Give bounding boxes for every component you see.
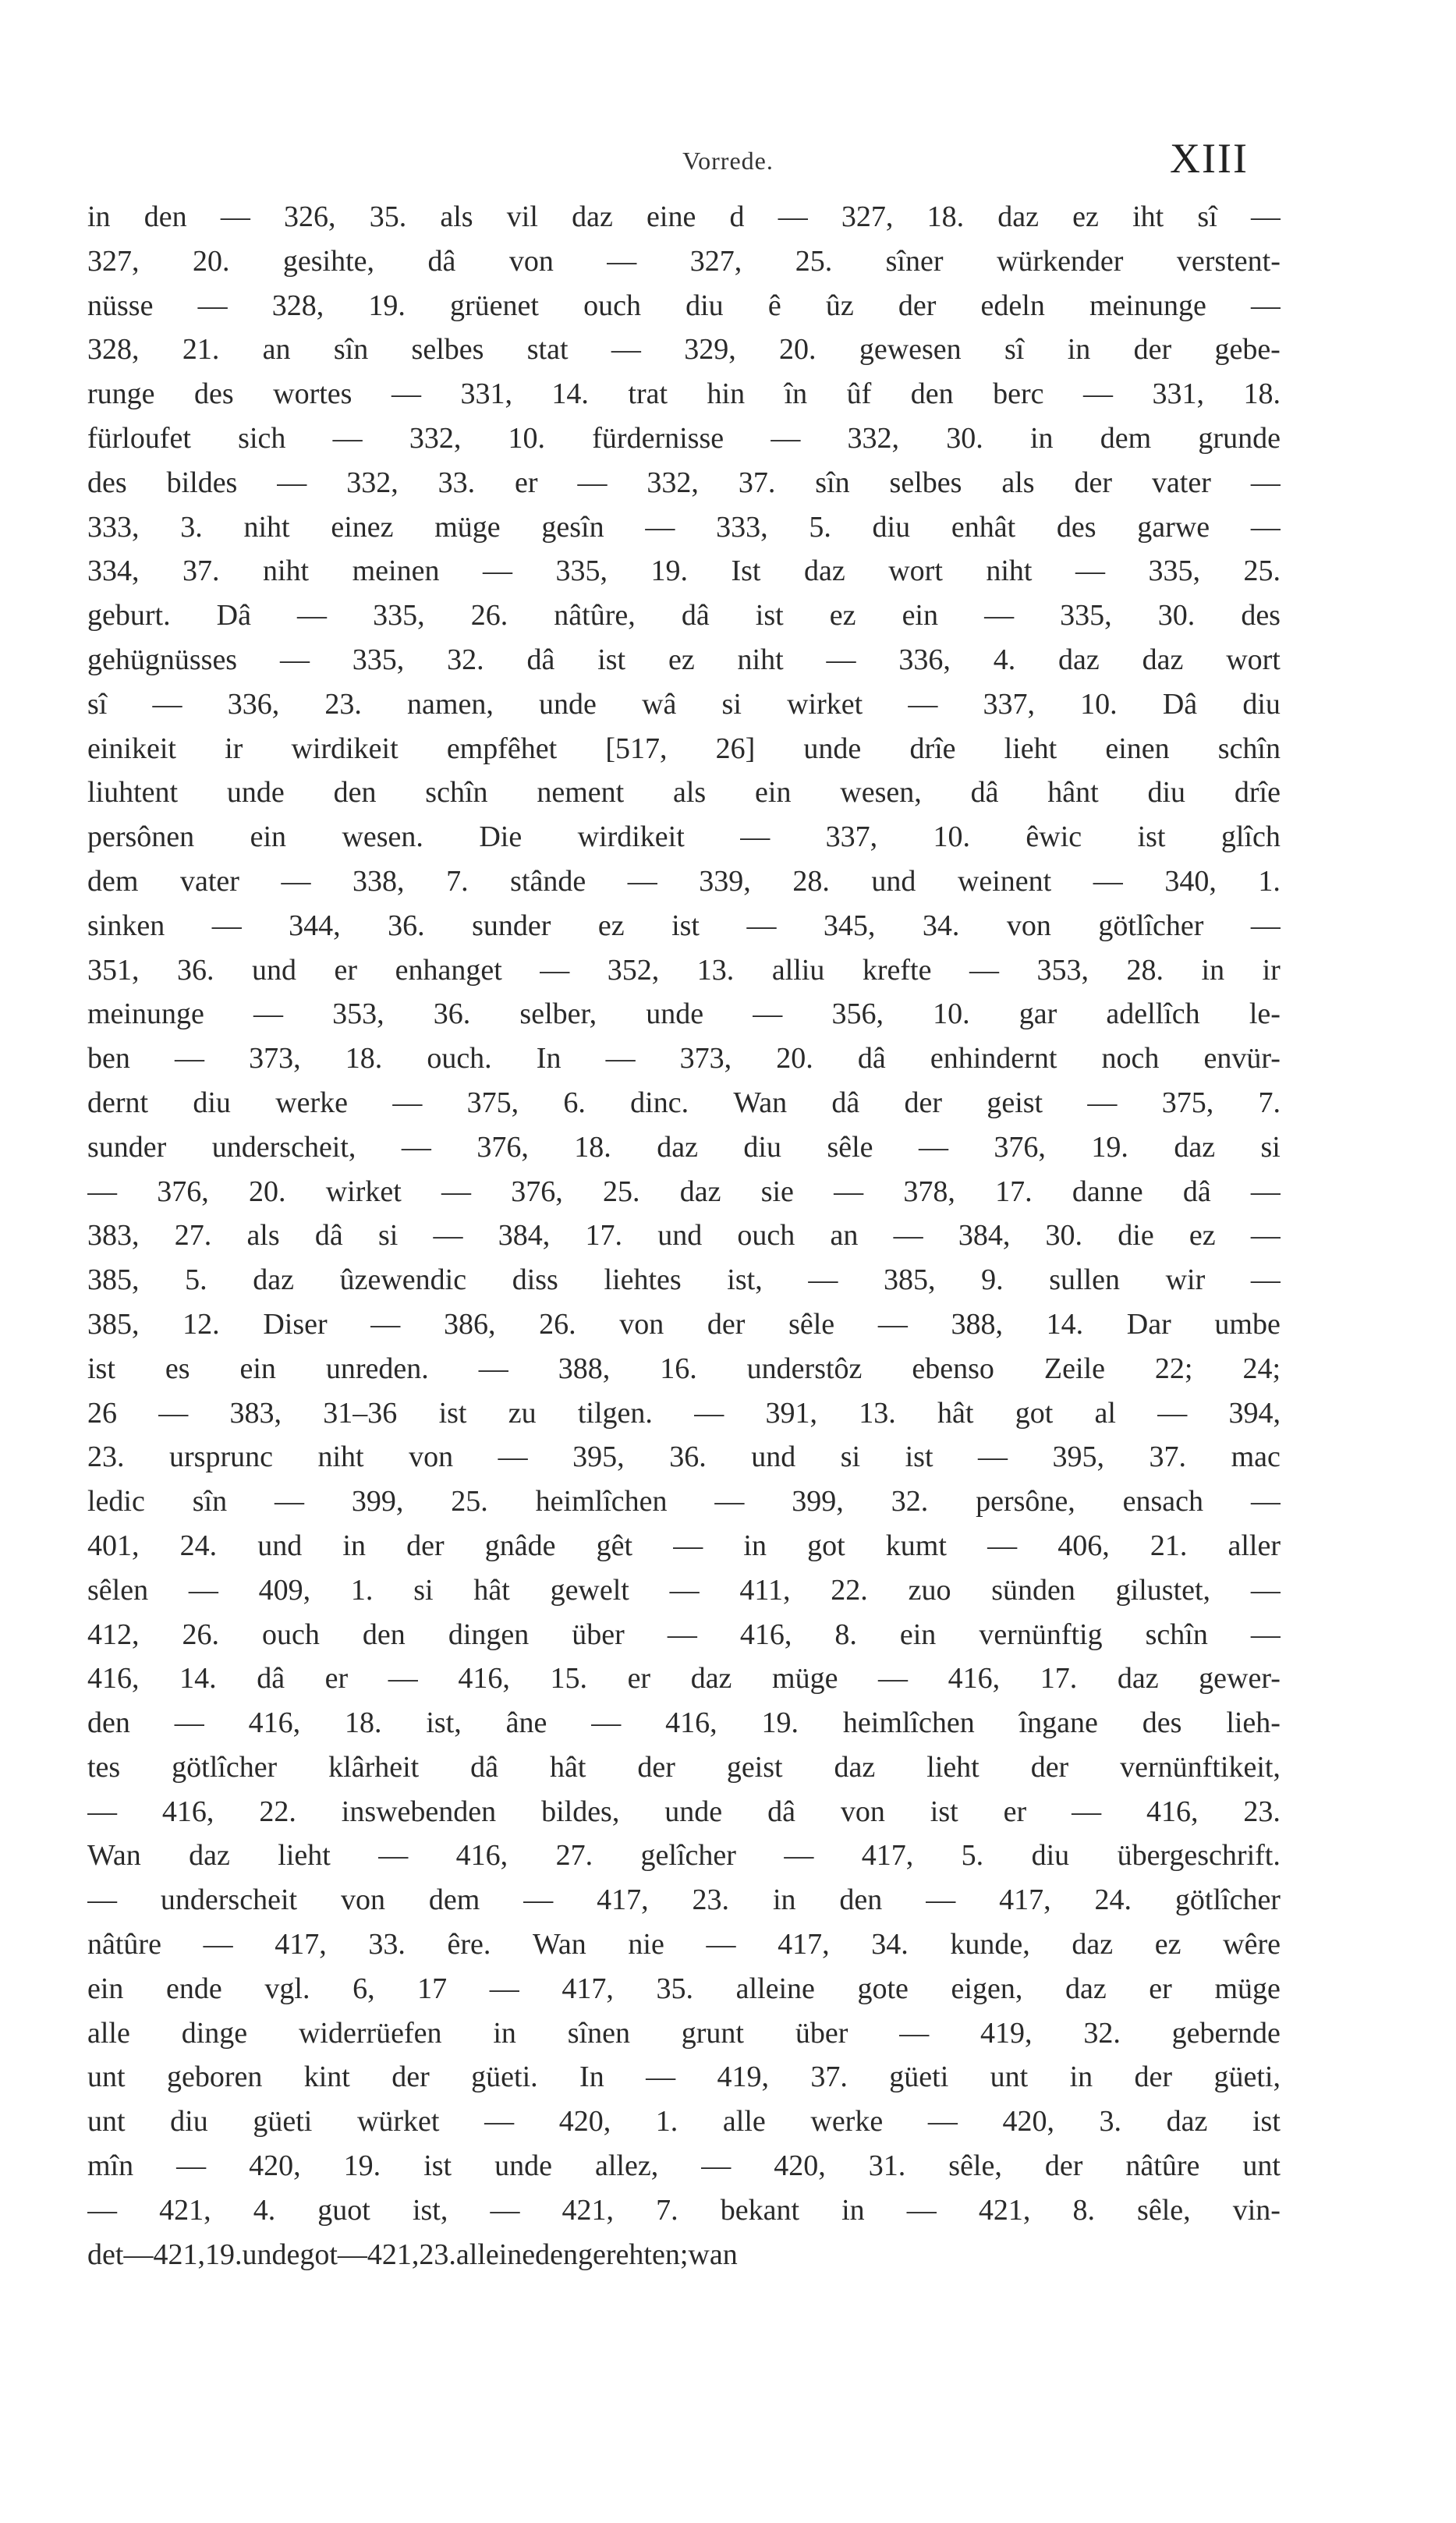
- text-line: — underscheit von dem — 417, 23. in den — 417, 24. götlîcher: [87, 1883, 1281, 1917]
- body-text: [87, 195, 1281, 2277]
- text-line: persônen ein wesen. Die wirdikeit — 337, 10. êwic ist glîch: [87, 820, 1281, 854]
- text-line: sî — 336, 23. namen, unde wâ si wirket — 337, 10. Dâ diu: [87, 687, 1281, 721]
- text-line: mîn — 420, 19. ist unde allez, — 420, 31. sêle, der nâtûre unt: [87, 2149, 1281, 2183]
- text-line: 351, 36. und er enhanget — 352, 13. alliu krefte — 353, 28. in ir: [87, 953, 1281, 987]
- text-line: dem vater — 338, 7. stânde — 339, 28. und weinent — 340, 1.: [87, 864, 1281, 898]
- text-line: des bildes — 332, 33. er — 332, 37. sîn selbes als der vater —: [87, 466, 1281, 499]
- text-line: 412, 26. ouch den dingen über — 416, 8. ein vernünftig schîn —: [87, 1618, 1281, 1651]
- text-line: — 421, 4. guot ist, — 421, 7. bekant in — 421, 8. sêle, vin-: [87, 2193, 1281, 2227]
- text-line: in den — 326, 35. als vil daz eine d — 327, 18. daz ez iht sî —: [87, 200, 1281, 233]
- text-line: sêlen — 409, 1. si hât gewelt — 411, 22. zuo sünden gilustet, —: [87, 1573, 1281, 1607]
- text-line: runge des wortes — 331, 14. trat hin în ûf den berc — 331, 18.: [87, 377, 1281, 411]
- text-line: unt diu güeti würket — 420, 1. alle werke — 420, 3. daz ist: [87, 2105, 1281, 2139]
- text-line: 385, 12. Diser — 386, 26. von der sêle — 388, 14. Dar umbe: [87, 1307, 1281, 1341]
- text-line: gehügnüsses — 335, 32. dâ ist ez niht — 336, 4. daz daz wort: [87, 643, 1281, 676]
- text-line: ledic sîn — 399, 25. heimlîchen — 399, 32. persône, ensach —: [87, 1485, 1281, 1518]
- text-line: det — 421, 19. unde got — 421, 23. alleine den gerehten; wan: [87, 2238, 738, 2271]
- text-line: sinken — 344, 36. sunder ez ist — 345, 34. von götlîcher —: [87, 909, 1281, 942]
- text-line: unt geboren kint der güeti. In — 419, 37. güeti unt in der güeti,: [87, 2061, 1281, 2094]
- text-line: fürloufet sich — 332, 10. fürdernisse — 332, 30. in dem grunde: [87, 421, 1281, 455]
- page-number: XIII: [1170, 135, 1249, 182]
- text-line: 385, 5. daz ûzewendic diss liehtes ist, — 385, 9. sullen wir —: [87, 1263, 1281, 1297]
- text-line: meinunge — 353, 36. selber, unde — 356, 10. gar adellîch le-: [87, 998, 1281, 1031]
- text-line: Wan daz lieht — 416, 27. gelîcher — 417, 5. diu übergeschrift.: [87, 1839, 1281, 1873]
- text-line: — 376, 20. wirket — 376, 25. daz sie — 378, 17. danne dâ —: [87, 1175, 1281, 1208]
- text-line: ben — 373, 18. ouch. In — 373, 20. dâ enhindernt noch envür-: [87, 1042, 1281, 1075]
- text-line: 23. ursprunc niht von — 395, 36. und si ist — 395, 37. mac: [87, 1440, 1281, 1474]
- text-line: alle dinge widerrüefen in sînen grunt über — 419, 32. geberndе: [87, 2016, 1281, 2050]
- text-line: ein ende vgl. 6, 17 — 417, 35. alleine gote eigen, daz er müge: [87, 1972, 1281, 2005]
- text-line: nüsse — 328, 19. grüenet ouch diu ê ûz der edeln meinunge —: [87, 289, 1281, 322]
- text-line: einikeit ir wirdikeit empfêhet [517, 26] unde drîe lieht einen schîn: [87, 732, 1281, 765]
- text-line: 383, 27. als dâ si — 384, 17. und ouch an — 384, 30. die ez —: [87, 1219, 1281, 1253]
- text-line: 328, 21. an sîn selbes stat — 329, 20. gewesen sî in der gebe-: [87, 333, 1281, 367]
- text-line: nâtûre — 417, 33. êre. Wan nie — 417, 34. kunde, daz ez wêre: [87, 1928, 1281, 1961]
- text-line: 334, 37. niht meinen — 335, 19. Ist daz wort niht — 335, 25.: [87, 555, 1281, 588]
- text-line: geburt. Dâ — 335, 26. nâtûre, dâ ist ez ein — 335, 30. des: [87, 599, 1281, 633]
- text-line: den — 416, 18. ist, âne — 416, 19. heimlîchen îngane des lieh-: [87, 1706, 1281, 1740]
- text-line: dernt diu werke — 375, 6. dinc. Wan dâ der geist — 375, 7.: [87, 1086, 1281, 1119]
- text-line: 333, 3. niht einez müge gesîn — 333, 5. diu enhât des garwe —: [87, 510, 1281, 544]
- text-line: 26 — 383, 31–36 ist zu tilgen. — 391, 13. hât got al — 394,: [87, 1396, 1281, 1430]
- text-line: sunder underscheit, — 376, 18. daz diu sêle — 376, 19. daz si: [87, 1130, 1281, 1164]
- running-title: Vorrede.: [682, 147, 774, 175]
- text-line: ist es ein unreden. — 388, 16. understôz ebenso Zeile 22; 24;: [87, 1352, 1281, 1385]
- text-line: tes götlîcher klârheit dâ hât der geist daz lieht der vernünftikeit,: [87, 1750, 1281, 1784]
- text-line: 401, 24. und in der gnâde gêt — in got kumt — 406, 21. aller: [87, 1529, 1281, 1562]
- text-line: liuhtent unde den schîn nement als ein wesen, dâ hânt diu drîe: [87, 776, 1281, 810]
- text-line: 327, 20. gesihte, dâ von — 327, 25. sîner würkender verstent-: [87, 244, 1281, 278]
- text-line: — 416, 22. inswebenden bildes, unde dâ von ist er — 416, 23.: [87, 1795, 1281, 1828]
- text-line: 416, 14. dâ er — 416, 15. er daz müge — 416, 17. daz gewer-: [87, 1662, 1281, 1696]
